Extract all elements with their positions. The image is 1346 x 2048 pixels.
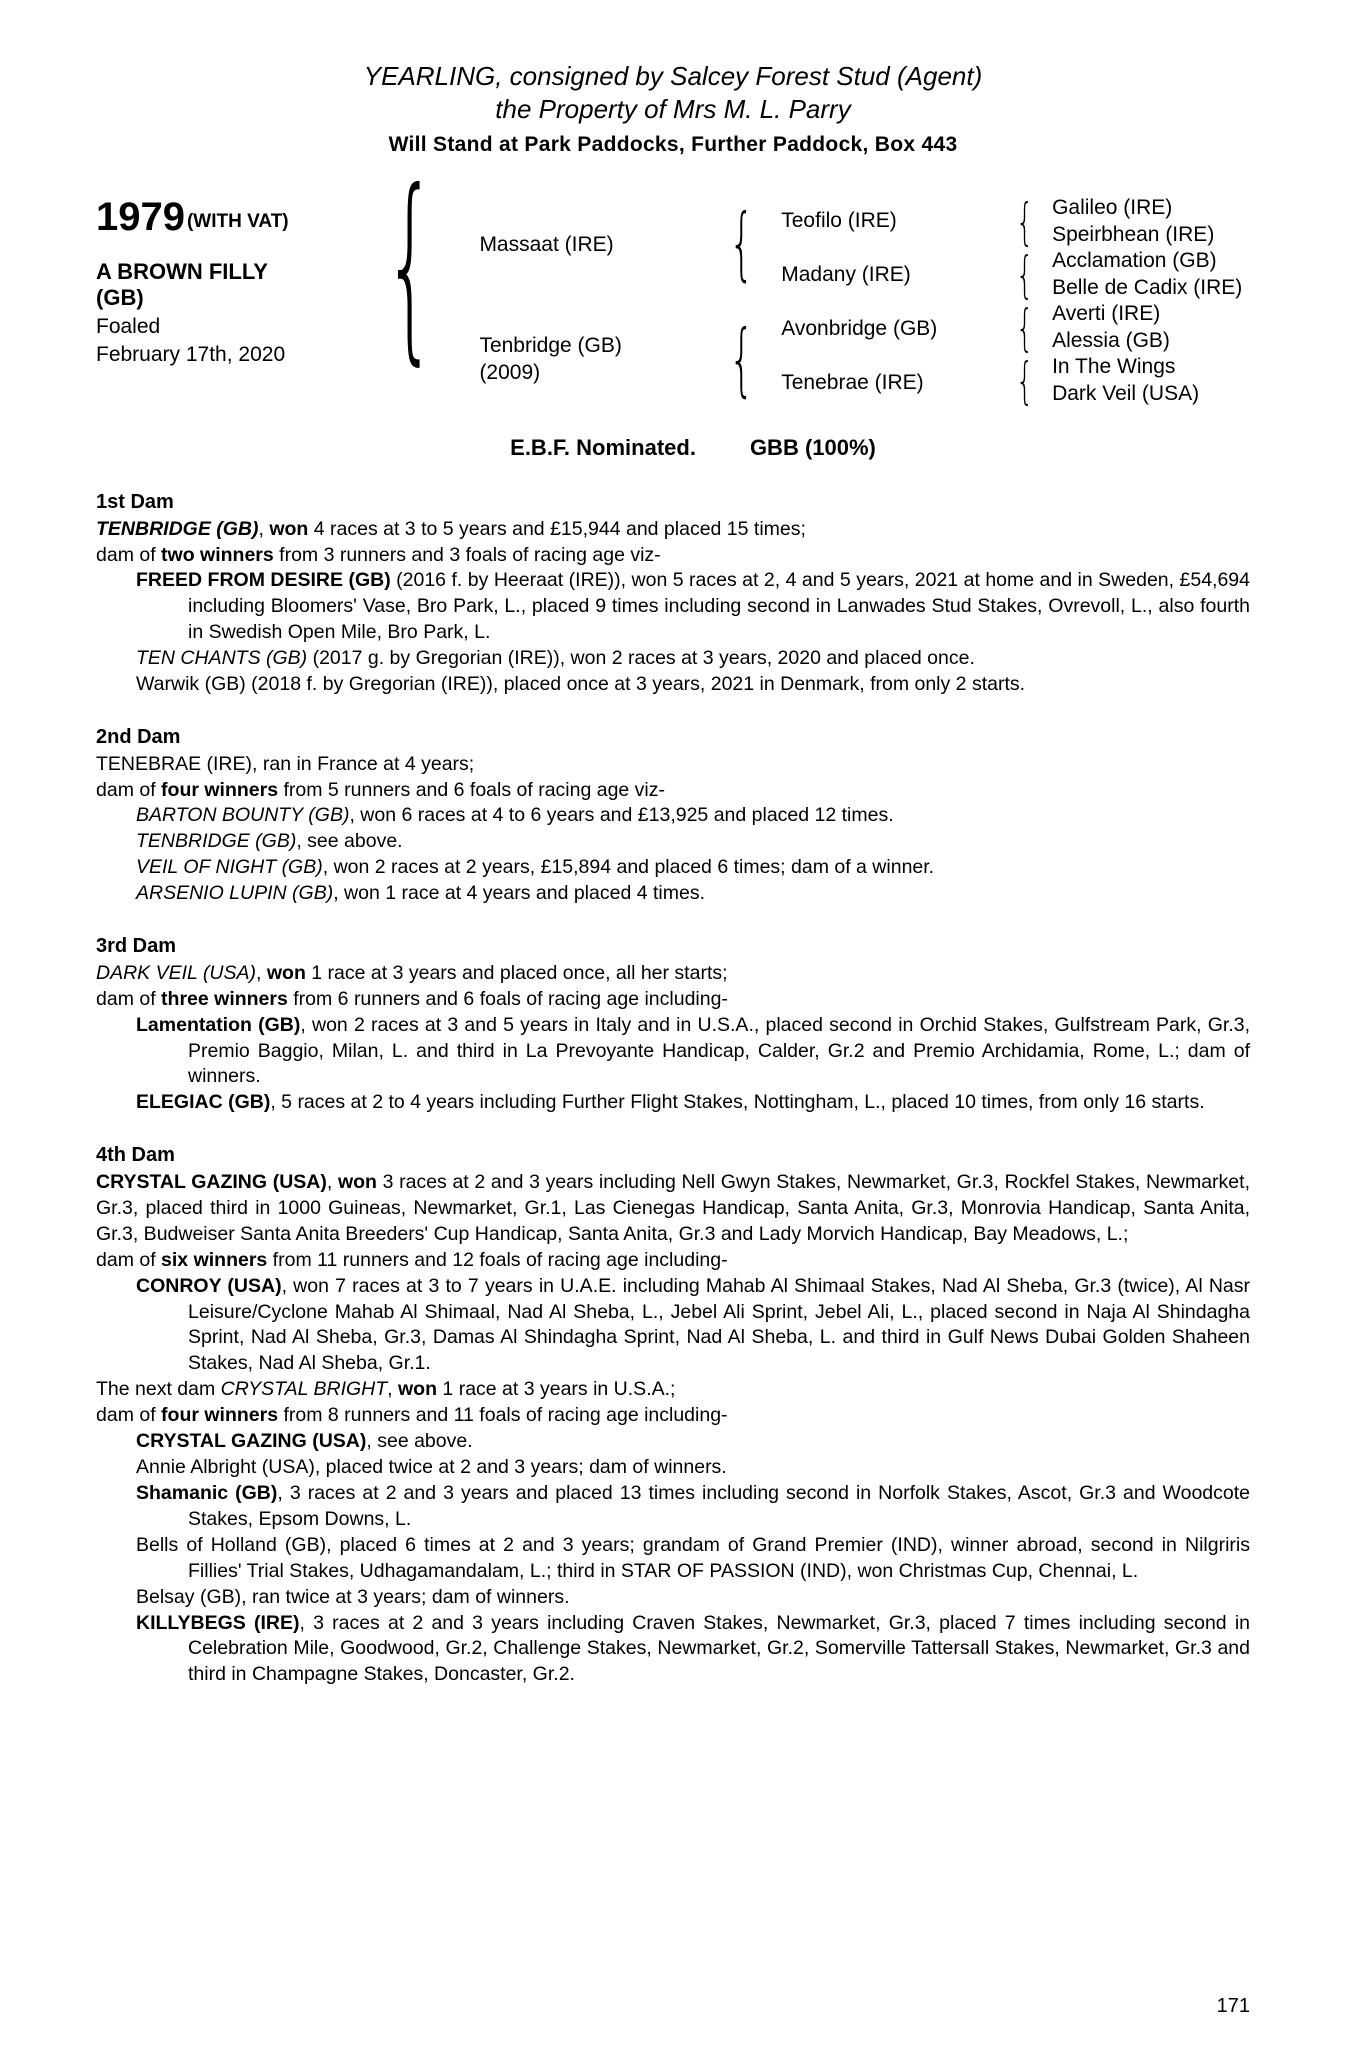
progeny-item xyxy=(136,1429,1250,1455)
progeny-item xyxy=(136,1585,1250,1611)
colour-sex-line-1: A BROWN FILLY xyxy=(96,259,268,284)
progeny-name: ELEGIAC (GB) xyxy=(136,1091,271,1114)
curly-brace-icon: { xyxy=(1016,298,1034,357)
damof-count: three winners xyxy=(161,987,288,1010)
next-dam-record: 1 race at 3 years in U.S.A.; xyxy=(437,1378,676,1401)
damof-suffix: from 3 runners and 3 foals of racing age viz- xyxy=(273,543,661,566)
progeny-item xyxy=(136,803,1250,829)
fourth-dam-record: 3 races at 2 and 3 years including Nell Gwyn Stakes, Newmarket, Gr.3, Rockfel Stakes, Newmarket, Gr.3, placed third in 1000 Guineas, Newmarket, Gr.1, Las Cienegas Handicap, Santa Anita, Gr.3, Monrovia Handicap, Santa Anita, Gr.3, Budweiser Santa Anita Breeders' Cup Handicap, Santa Anita, Gr.3 and Lady Morvich Handicap, Bay Meadows, L.; xyxy=(96,1170,1250,1245)
progeny-detail: , 3 races at 2 and 3 years and placed 13 times including second in Norfolk Stakes, Ascot, Gr.3 and Woodcote Stakes, Epsom Downs, L. xyxy=(188,1481,1251,1530)
great-grandparents-1 xyxy=(1052,195,1250,248)
sire-name: Massaat (IRE) xyxy=(479,233,614,257)
dam-cell xyxy=(479,311,729,407)
progeny-detail: , see above. xyxy=(366,1430,473,1453)
heading-3rd-dam: 3rd Dam xyxy=(96,935,177,958)
granddam-1: Avonbridge (GB) xyxy=(781,317,938,340)
pedigree-generation-3 xyxy=(781,191,1016,407)
pedigree-generation-2 xyxy=(479,191,729,407)
next-dam-name: CRYSTAL BRIGHT xyxy=(220,1378,388,1401)
won-label: won xyxy=(398,1378,438,1401)
first-dam-record: 4 races at 3 to 5 years and £15,944 and placed 15 times; xyxy=(308,517,806,540)
progeny-item xyxy=(136,1090,1250,1116)
second-dam-damof xyxy=(96,778,1250,804)
second-dam-record: , ran in France at 4 years; xyxy=(252,752,475,775)
second-dam-name: TENEBRAE (IRE) xyxy=(96,752,253,775)
next-dam-damof xyxy=(96,1403,1250,1429)
stand-location-line: Will Stand at Park Paddocks, Further Paddock, Box 443 xyxy=(388,133,958,156)
won-label: won xyxy=(337,1170,377,1193)
damof-count: two winners xyxy=(161,543,274,566)
damof-prefix: dam of xyxy=(96,987,162,1010)
vat-note: (WITH VAT) xyxy=(186,211,289,232)
progeny-name: KILLYBEGS (IRE) xyxy=(136,1611,300,1634)
granddam-2: Tenebrae (IRE) xyxy=(781,371,924,394)
progeny-detail: , won 6 races at 4 to 6 years and £13,925 and placed 12 times. xyxy=(349,804,894,827)
damof-suffix: from 8 runners and 11 foals of racing age including- xyxy=(278,1404,728,1427)
great-grandparents-2 xyxy=(1052,248,1250,301)
third-dam-damof xyxy=(96,987,1250,1013)
lot-info xyxy=(96,191,384,368)
page-number: 171 xyxy=(1216,1995,1250,2017)
second-dam-intro xyxy=(96,752,1250,778)
dam-year: (2009) xyxy=(479,361,541,384)
grandsire-1: Teofilo (IRE) xyxy=(781,209,897,232)
third-dam-record: 1 race at 3 years and placed once, all her starts; xyxy=(305,961,728,984)
colour-sex-line-2: (GB) xyxy=(96,285,144,311)
brace-generation-2 xyxy=(729,191,775,407)
progeny-item xyxy=(136,1455,1250,1481)
curly-brace-icon: { xyxy=(1016,351,1034,410)
progeny-detail: , placed 6 times at 2 and 3 years; grandam of Grand Premier (IND), winner abroad, second in Nilgriris Fillies' Trial Stakes, Udhagamandalam, L.; third in STAR OF PASSION (IND), won Christmas Cup, Chennai, L. xyxy=(188,1533,1250,1582)
nomination-line xyxy=(136,435,1250,461)
progeny-detail: , won 7 races at 3 to 7 years in U.A.E. including Mahab Al Shimaal Stakes, Nad Al Sheba, Gr.3 (twice), Al Nasr Leisure/Cyclone Mahab Al Shimaal, Nad Al Sheba, L., Jebel Ali Sprint, Jebel Ali, L., placed second in Naja Al Shindagha Sprint, Nad Al Sheba, Gr.3, Damas Al Shindagha Sprint, Nad Al Sheba, L. and third in Gulf News Dubai Golden Shaheen Stakes, Nad Al Sheba, Gr.1. xyxy=(188,1274,1251,1375)
progeny-name: CONROY (USA) xyxy=(136,1274,282,1297)
first-dam-name: TENBRIDGE (GB) xyxy=(96,517,259,540)
consignor-line-1: YEARLING, consigned by Salcey Forest Stud (Agent) xyxy=(363,61,983,91)
progeny-detail: , 3 races at 2 and 3 years including Craven Stakes, Newmarket, Gr.3, placed 7 times including second in Celebration Mile, Goodwood, Gr.2, Challenge Stakes, Newmarket, Gr.2, Somerville Tattersall Stakes, Newmarket, Gr.3 and third in Champagne Stakes, Doncaster, Gr.2. xyxy=(188,1611,1250,1686)
progeny-name: FREED FROM DESIRE (GB) xyxy=(136,569,391,592)
pedigree-generation-4 xyxy=(1052,191,1250,407)
heading-2nd-dam: 2nd Dam xyxy=(96,726,181,749)
great-grandparents-3 xyxy=(1052,301,1250,354)
damof-suffix: from 6 runners and 6 foals of racing age including- xyxy=(287,987,728,1010)
pedigree-notes xyxy=(96,489,1250,1688)
progeny-item xyxy=(136,1481,1251,1533)
won-label: won xyxy=(269,517,309,540)
progeny-detail: , 5 races at 2 to 4 years including Further Flight Stakes, Nottingham, L., placed 10 times, from only 16 starts. xyxy=(270,1091,1205,1114)
progeny-name: TENBRIDGE (GB) xyxy=(136,830,297,853)
damof-suffix: from 5 runners and 6 foals of racing age viz- xyxy=(278,778,666,801)
progeny-detail: , see above. xyxy=(296,830,403,853)
progeny-detail: , won 1 race at 4 years and placed 4 times. xyxy=(333,882,705,905)
progeny-name: Lamentation (GB) xyxy=(136,1013,301,1036)
progeny-item xyxy=(136,1274,1251,1378)
gbb-badge: GBB (100%) xyxy=(749,435,876,460)
progeny-detail: , ran twice at 3 years; dam of winners. xyxy=(241,1585,570,1608)
third-dam-name: DARK VEIL (USA) xyxy=(96,961,257,984)
damof-prefix: dam of xyxy=(96,543,162,566)
progeny-item xyxy=(136,855,1250,881)
progeny-item xyxy=(136,1611,1250,1689)
heading-4th-dam: 4th Dam xyxy=(96,1144,175,1167)
progeny-item xyxy=(136,672,1250,698)
progeny-detail: , won 2 races at 2 years, £15,894 and placed 6 times; dam of a winner. xyxy=(322,856,935,879)
dam-name: Tenbridge (GB) xyxy=(479,333,622,357)
progeny-name: BARTON BOUNTY (GB) xyxy=(136,804,350,827)
progeny-detail: (2017 g. by Gregorian (IRE)), won 2 races at 3 years, 2020 and placed once. xyxy=(307,647,975,670)
won-label: won xyxy=(266,961,306,984)
foaled-label: Foaled xyxy=(96,314,161,338)
curly-brace-icon: { xyxy=(384,148,437,384)
fourth-dam-damof xyxy=(96,1248,1250,1274)
heading-1st-dam: 1st Dam xyxy=(96,491,174,513)
progeny-name: Shamanic (GB) xyxy=(136,1481,278,1504)
progeny-item xyxy=(136,1013,1250,1091)
sire-cell xyxy=(479,197,729,293)
pedigree-table xyxy=(96,148,1250,421)
curly-brace-icon: { xyxy=(729,312,755,406)
first-dam-damof xyxy=(96,543,1250,569)
gen4-name: Speirbhean (IRE) xyxy=(1052,222,1215,246)
gen4-name: Galileo (IRE) xyxy=(1052,196,1173,219)
damof-count: four winners xyxy=(161,778,279,801)
first-dam-intro: TENBRIDGE (GB), won 4 races at 3 to 5 years and £15,944 and placed 15 times; xyxy=(96,517,806,540)
gen4-name: Belle de Cadix (IRE) xyxy=(1052,275,1243,299)
brace-generation-1 xyxy=(384,148,479,384)
progeny-name: TEN CHANTS (GB) xyxy=(136,647,308,670)
next-dam-intro: The next dam CRYSTAL BRIGHT, won 1 race at 3 years in U.S.A.; xyxy=(96,1378,676,1401)
progeny-detail: (2016 f. by Heeraat (IRE)), won 5 races at 2, 4 and 5 years, 2021 at home and in Sweden, £54,694 including Bloomers' Vase, Bro Park, L., placed 9 times including second in Lanwades Stud Stakes, Ovrevoll, L., also fourth in Swedish Open Mile, Bro Park, L. xyxy=(188,569,1250,644)
progeny-item xyxy=(136,829,1250,855)
lot-number: 1979 xyxy=(96,195,185,239)
curly-brace-icon: { xyxy=(1016,245,1034,304)
grandsire-2: Madany (IRE) xyxy=(781,263,911,286)
fourth-dam-intro: CRYSTAL GAZING (USA), won 3 races at 2 and 3 years including Nell Gwyn Stakes, Newmarket, Gr.3, Rockfel Stakes, Newmarket, Gr.3, placed third in 1000 Guineas, Newmarket, Gr.1, Las Cienegas Handicap, Santa Anita, Gr.3, Monrovia Handicap, Santa Anita, Gr.3, Budweiser Santa Anita Breeders' Cup Handicap, Santa Anita, Gr.3 and Lady Morvich Handicap, Bay Meadows, L.; xyxy=(96,1170,1250,1245)
lot-number-row xyxy=(96,197,384,237)
third-dam-intro: DARK VEIL (USA), won 1 race at 3 years and placed once, all her starts; xyxy=(96,961,728,984)
progeny-name: CRYSTAL GAZING (USA) xyxy=(136,1430,367,1453)
curly-brace-icon: { xyxy=(729,196,755,290)
progeny-detail: (2018 f. by Gregorian (IRE)), placed once at 3 years, 2021 in Denmark, from only 2 starts. xyxy=(245,673,1026,696)
fourth-dam-name: CRYSTAL GAZING (USA) xyxy=(96,1170,327,1193)
progeny-name: VEIL OF NIGHT (GB) xyxy=(136,856,323,879)
progeny-detail: , won 2 races at 3 and 5 years in Italy and in U.S.A., placed second in Orchid Stakes, Gulfstream Park, Gr.3, Premio Baggio, Milan, L. and third in La Prevoyante Handicap, Calder, Gr.2 and Premio Archidamia, Rome, L.; dam of winners. xyxy=(188,1013,1250,1088)
gen4-name: Dark Veil (USA) xyxy=(1052,381,1200,405)
progeny-item xyxy=(136,646,1250,672)
damof-count: four winners xyxy=(161,1404,279,1427)
great-grandparents-4 xyxy=(1052,354,1250,407)
gen4-name: Averti (IRE) xyxy=(1052,302,1161,325)
foaled-date: February 17th, 2020 xyxy=(96,343,286,367)
progeny-name: ARSENIO LUPIN (GB) xyxy=(136,882,334,905)
gen4-name: Acclamation (GB) xyxy=(1052,249,1217,272)
next-dam-prefix: The next dam xyxy=(96,1378,221,1401)
progeny-detail: , placed twice at 2 and 3 years; dam of winners. xyxy=(314,1456,727,1479)
damof-count: six winners xyxy=(161,1248,268,1271)
progeny-name: Bells of Holland (GB) xyxy=(136,1533,327,1556)
progeny-item xyxy=(136,1533,1250,1585)
damof-prefix: dam of xyxy=(96,778,162,801)
progeny-name: Annie Albright (USA) xyxy=(136,1456,315,1479)
curly-brace-icon: { xyxy=(1016,192,1034,251)
gen4-name: In The Wings xyxy=(1052,355,1176,378)
damof-suffix: from 11 runners and 12 foals of racing age including- xyxy=(267,1248,728,1271)
progeny-item xyxy=(136,568,1250,646)
progeny-name: Belsay (GB) xyxy=(136,1585,242,1608)
gen4-name: Alessia (GB) xyxy=(1052,328,1170,352)
brace-generation-3 xyxy=(1016,191,1048,410)
damof-prefix: dam of xyxy=(96,1404,162,1427)
ebf-nominated: E.B.F. Nominated. xyxy=(510,435,696,460)
progeny-item xyxy=(136,881,1250,907)
damof-prefix: dam of xyxy=(96,1248,162,1271)
consignor-line-2: the Property of Mrs M. L. Parry xyxy=(495,93,851,124)
progeny-name: Warwik (GB) xyxy=(136,673,246,696)
